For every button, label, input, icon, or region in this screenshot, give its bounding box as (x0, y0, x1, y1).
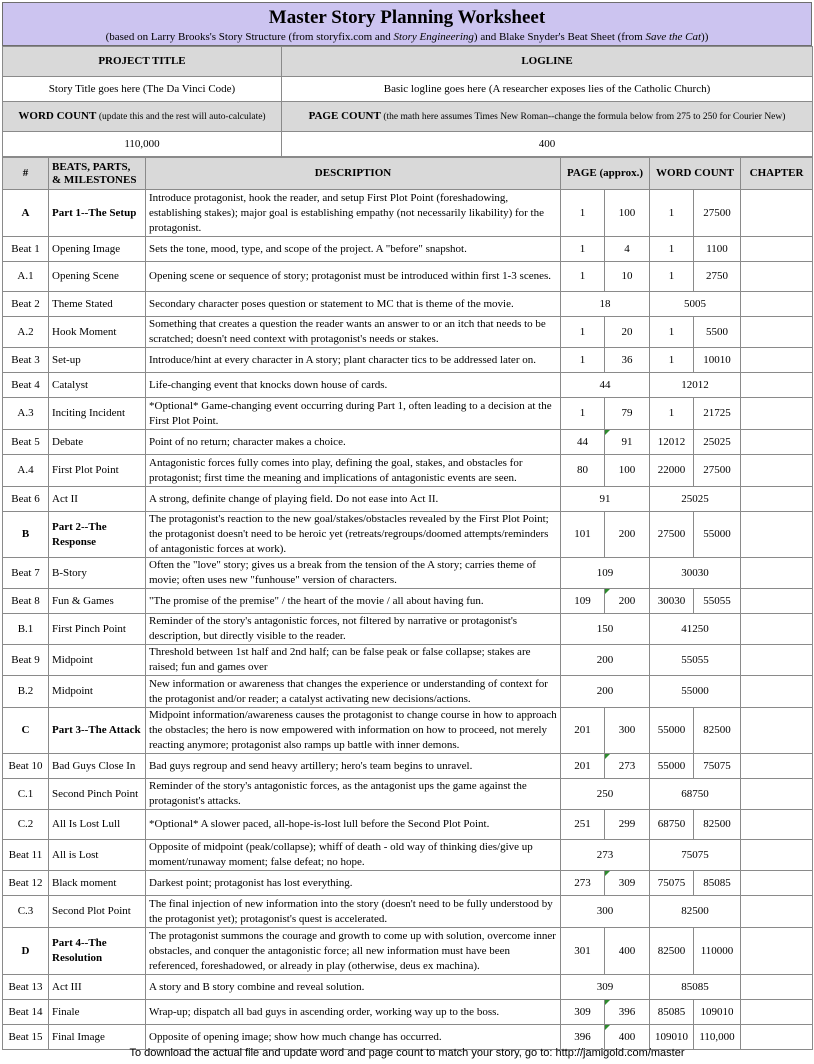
row-chapter[interactable] (741, 317, 813, 348)
page-subtitle (3, 31, 811, 43)
row-page-start[interactable]: 1 (561, 237, 605, 262)
table-row (3, 430, 813, 455)
col-header-beats: BEATS, PARTS, & MILESTONES (49, 158, 146, 190)
row-page[interactable]: 18 (561, 292, 650, 317)
row-description: *Optional* A slower paced, all-hope-is-lost lull before the Second Plot Point. (146, 810, 561, 840)
word-count-note: (update this and the rest will auto-calculate) (98, 111, 266, 122)
row-beat-name: Part 2--The Response (49, 512, 146, 558)
row-word-start[interactable]: 12012 (650, 430, 694, 455)
table-row (3, 237, 813, 262)
row-chapter[interactable] (741, 676, 813, 708)
row-word-start[interactable]: 27500 (650, 512, 694, 558)
word-count-value[interactable]: 110,000 (3, 132, 282, 157)
row-beat-name: Catalyst (49, 373, 146, 398)
row-page[interactable]: 200 (561, 676, 650, 708)
table-row (3, 262, 813, 292)
row-page[interactable]: 44 (561, 373, 650, 398)
row-word-end[interactable]: 27500 (694, 455, 741, 487)
row-page-start[interactable]: 109 (561, 589, 605, 614)
row-page[interactable]: 109 (561, 558, 650, 589)
row-id: A (3, 190, 49, 237)
row-page-start[interactable]: 201 (561, 754, 605, 779)
row-chapter[interactable] (741, 754, 813, 779)
project-title-value[interactable]: Story Title goes here (The Da Vinci Code) (3, 77, 282, 102)
row-word-count[interactable]: 82500 (650, 896, 741, 928)
table-row (3, 840, 813, 871)
col-header-num: # (3, 158, 49, 190)
row-page[interactable]: 273 (561, 840, 650, 871)
subtitle-mid: ) and Blake Snyder's Beat Sheet (from (473, 31, 646, 43)
row-word-end[interactable]: 25025 (694, 430, 741, 455)
project-title-header: PROJECT TITLE (3, 47, 282, 77)
row-beat-name: Midpoint (49, 676, 146, 708)
row-word-count[interactable]: 41250 (650, 614, 741, 645)
row-chapter[interactable] (741, 840, 813, 871)
table-row (3, 928, 813, 975)
row-id: Beat 10 (3, 754, 49, 779)
row-page-end[interactable]: 91 (605, 430, 650, 455)
row-chapter[interactable] (741, 645, 813, 676)
row-word-end[interactable]: 109010 (694, 1000, 741, 1025)
row-beat-name: All is Lost (49, 840, 146, 871)
row-chapter[interactable] (741, 455, 813, 487)
row-word-start[interactable]: 55000 (650, 708, 694, 754)
subtitle-post: )) (701, 31, 709, 43)
row-beat-name: Bad Guys Close In (49, 754, 146, 779)
subtitle-book-1: Story Engineering (393, 31, 474, 43)
row-word-end[interactable]: 82500 (694, 810, 741, 840)
row-chapter[interactable] (741, 292, 813, 317)
page-count-header (282, 102, 813, 132)
row-word-end[interactable]: 10010 (694, 348, 741, 373)
row-description: Threshold between 1st half and 2nd half; can be false peak or false collapse; stakes are raised; fun and games over (146, 645, 561, 676)
row-id: C.1 (3, 779, 49, 810)
row-id: Beat 5 (3, 430, 49, 455)
row-beat-name: Act III (49, 975, 146, 1000)
row-beat-name: Black moment (49, 871, 146, 896)
row-page-end[interactable]: 100 (605, 190, 650, 237)
row-id: B (3, 512, 49, 558)
row-id: Beat 14 (3, 1000, 49, 1025)
row-chapter[interactable] (741, 430, 813, 455)
row-description: Reminder of the story's antagonistic forces, not filtered by narrative or protagonist's description, but directly visible to the reader. (146, 614, 561, 645)
row-description: Something that creates a question the reader wants an answer to or an itch that needs to be scratched; doesn't need context with protagonist's needs or stakes. (146, 317, 561, 348)
row-page-end[interactable]: 400 (605, 1025, 650, 1050)
row-id: Beat 9 (3, 645, 49, 676)
row-page-end[interactable]: 273 (605, 754, 650, 779)
table-row (3, 810, 813, 840)
row-page-start[interactable]: 1 (561, 348, 605, 373)
table-row (3, 317, 813, 348)
row-description: New information or awareness that changes the experience or understanding of context for the protagonist and/or reader; a catalyst activating new decisions/actions. (146, 676, 561, 708)
row-word-start[interactable]: 1 (650, 262, 694, 292)
row-word-count[interactable]: 25025 (650, 487, 741, 512)
row-page-end[interactable]: 20 (605, 317, 650, 348)
row-page-end[interactable]: 36 (605, 348, 650, 373)
row-beat-name: Final Image (49, 1025, 146, 1050)
word-count-label: WORD COUNT (18, 109, 97, 122)
row-word-start[interactable]: 75075 (650, 871, 694, 896)
row-description: The final injection of new information into the story (doesn't need to be fully understood by the protagonist yet); protagonist's quest is accelerated. (146, 896, 561, 928)
row-description: Reminder of the story's antagonistic forces, as the antagonist ups the game against the protagonist's attacks. (146, 779, 561, 810)
row-id: Beat 4 (3, 373, 49, 398)
row-beat-name: Part 1--The Setup (49, 190, 146, 237)
word-count-header (3, 102, 282, 132)
table-row (3, 975, 813, 1000)
worksheet (2, 2, 812, 1050)
row-chapter[interactable] (741, 1025, 813, 1050)
row-word-end[interactable]: 110000 (694, 928, 741, 975)
table-row (3, 676, 813, 708)
table-row (3, 348, 813, 373)
table-row (3, 645, 813, 676)
row-chapter[interactable] (741, 190, 813, 237)
row-word-end[interactable]: 75075 (694, 754, 741, 779)
row-beat-name: Set-up (49, 348, 146, 373)
row-id: A.1 (3, 262, 49, 292)
col-header-chapter: CHAPTER (741, 158, 813, 190)
table-row (3, 871, 813, 896)
row-chapter[interactable] (741, 262, 813, 292)
row-page-start[interactable]: 1 (561, 190, 605, 237)
row-beat-name: Finale (49, 1000, 146, 1025)
row-id: A.2 (3, 317, 49, 348)
row-page-start[interactable]: 251 (561, 810, 605, 840)
row-page-end[interactable]: 100 (605, 455, 650, 487)
project-info-table (2, 46, 813, 157)
row-description: Introduce/hint at every character in A story; plant character tics to be addressed later on. (146, 348, 561, 373)
row-chapter[interactable] (741, 871, 813, 896)
row-word-start[interactable]: 1 (650, 317, 694, 348)
row-description: Wrap-up; dispatch all bad guys in ascending order, working way up to the boss. (146, 1000, 561, 1025)
table-row (3, 1000, 813, 1025)
row-beat-name: Act II (49, 487, 146, 512)
table-row (3, 487, 813, 512)
header-banner (2, 2, 812, 46)
row-page-end[interactable]: 400 (605, 928, 650, 975)
table-row (3, 512, 813, 558)
row-chapter[interactable] (741, 1000, 813, 1025)
row-word-start[interactable]: 22000 (650, 455, 694, 487)
row-page-end[interactable]: 4 (605, 237, 650, 262)
row-chapter[interactable] (741, 558, 813, 589)
row-description: Antagonistic forces fully comes into play, defining the goal, stakes, and obstacles for protagonist; first time the meaning and implications of antagonistic events are seen. (146, 455, 561, 487)
row-description: *Optional* Game-changing event occurring during Part 1, often leading to a decision at the First Plot Point. (146, 398, 561, 430)
row-page-start[interactable]: 1 (561, 398, 605, 430)
page-count-note: (the math here assumes Times New Roman--change the formula below from 275 to 250 for Courier New) (383, 111, 786, 122)
row-page-start[interactable]: 1 (561, 317, 605, 348)
subtitle-book-2: Save the Cat (645, 31, 702, 43)
row-page-start[interactable]: 309 (561, 1000, 605, 1025)
row-id: C.2 (3, 810, 49, 840)
row-chapter[interactable] (741, 512, 813, 558)
row-word-end[interactable]: 55000 (694, 512, 741, 558)
table-row (3, 558, 813, 589)
row-page-start[interactable]: 301 (561, 928, 605, 975)
table-row (3, 190, 813, 237)
col-header-word-count: WORD COUNT (650, 158, 741, 190)
page-count-label: PAGE COUNT (308, 109, 381, 122)
table-row (3, 896, 813, 928)
row-page-start[interactable]: 1 (561, 262, 605, 292)
table-row (3, 589, 813, 614)
row-description: Opposite of midpoint (peak/collapse); whiff of death - old way of thinking dies/give up moment/runaway moment; false defeat; no hope. (146, 840, 561, 871)
row-chapter[interactable] (741, 975, 813, 1000)
row-page[interactable]: 309 (561, 975, 650, 1000)
row-page[interactable]: 200 (561, 645, 650, 676)
row-word-start[interactable]: 82500 (650, 928, 694, 975)
row-word-end[interactable]: 21725 (694, 398, 741, 430)
row-word-count[interactable]: 55000 (650, 676, 741, 708)
row-beat-name: Opening Image (49, 237, 146, 262)
row-description: Opposite of opening image; show how much change has occurred. (146, 1025, 561, 1050)
row-page-end[interactable]: 300 (605, 708, 650, 754)
row-id: Beat 8 (3, 589, 49, 614)
table-row (3, 754, 813, 779)
row-description: "The promise of the premise" / the heart of the movie / all about having fun. (146, 589, 561, 614)
row-beat-name: First Plot Point (49, 455, 146, 487)
row-word-end[interactable]: 27500 (694, 190, 741, 237)
row-chapter[interactable] (741, 487, 813, 512)
row-chapter[interactable] (741, 928, 813, 975)
row-chapter[interactable] (741, 614, 813, 645)
row-word-count[interactable]: 55055 (650, 645, 741, 676)
row-word-start[interactable]: 109010 (650, 1025, 694, 1050)
row-page-end[interactable]: 79 (605, 398, 650, 430)
row-description: Opening scene or sequence of story; protagonist must be introduced within first 1-3 scenes. (146, 262, 561, 292)
row-word-end[interactable]: 5500 (694, 317, 741, 348)
row-page-start[interactable]: 396 (561, 1025, 605, 1050)
row-id: Beat 6 (3, 487, 49, 512)
row-beat-name: First Pinch Point (49, 614, 146, 645)
row-chapter[interactable] (741, 896, 813, 928)
row-word-count[interactable]: 75075 (650, 840, 741, 871)
row-word-start[interactable]: 1 (650, 237, 694, 262)
col-header-description: DESCRIPTION (146, 158, 561, 190)
row-id: D (3, 928, 49, 975)
row-page-start[interactable]: 44 (561, 430, 605, 455)
row-word-end[interactable]: 82500 (694, 708, 741, 754)
row-chapter[interactable] (741, 708, 813, 754)
row-word-count[interactable]: 5005 (650, 292, 741, 317)
row-page[interactable]: 150 (561, 614, 650, 645)
row-description: Darkest point; protagonist has lost everything. (146, 871, 561, 896)
row-beat-name: All Is Lost Lull (49, 810, 146, 840)
row-description: Midpoint information/awareness causes the protagonist to change course in how to approach the obstacles; the hero is now empowered with information on how to proceed, not merely reacting anymore; protagonist also ramps up battle with inner demons. (146, 708, 561, 754)
logline-value[interactable]: Basic logline goes here (A researcher exposes lies of the Catholic Church) (282, 77, 813, 102)
table-row (3, 398, 813, 430)
row-beat-name: Fun & Games (49, 589, 146, 614)
row-id: B.2 (3, 676, 49, 708)
row-beat-name: Second Pinch Point (49, 779, 146, 810)
row-beat-name: Part 4--The Resolution (49, 928, 146, 975)
row-description: A strong, definite change of playing field. Do not ease into Act II. (146, 487, 561, 512)
row-word-start[interactable]: 30030 (650, 589, 694, 614)
row-word-end[interactable]: 1100 (694, 237, 741, 262)
row-chapter[interactable] (741, 589, 813, 614)
row-id: Beat 15 (3, 1025, 49, 1050)
table-row (3, 373, 813, 398)
row-word-end[interactable]: 2750 (694, 262, 741, 292)
row-beat-name: Inciting Incident (49, 398, 146, 430)
row-chapter[interactable] (741, 398, 813, 430)
row-page-end[interactable]: 299 (605, 810, 650, 840)
row-page[interactable]: 300 (561, 896, 650, 928)
row-chapter[interactable] (741, 237, 813, 262)
row-page-start[interactable]: 101 (561, 512, 605, 558)
row-beat-name: Part 3--The Attack (49, 708, 146, 754)
row-description: Bad guys regroup and send heavy artillery; hero's team begins to unravel. (146, 754, 561, 779)
row-id: Beat 2 (3, 292, 49, 317)
row-description: Often the "love" story; gives us a break from the tension of the A story; carries theme of movie; often uses new "funhouse" version of characters. (146, 558, 561, 589)
row-word-end[interactable]: 85085 (694, 871, 741, 896)
row-id: C.3 (3, 896, 49, 928)
table-row (3, 779, 813, 810)
row-chapter[interactable] (741, 373, 813, 398)
col-header-page: PAGE (approx.) (561, 158, 650, 190)
row-word-count[interactable]: 12012 (650, 373, 741, 398)
row-word-start[interactable]: 1 (650, 348, 694, 373)
row-page-start[interactable]: 80 (561, 455, 605, 487)
row-id: Beat 12 (3, 871, 49, 896)
row-page-start[interactable]: 201 (561, 708, 605, 754)
row-page-start[interactable]: 273 (561, 871, 605, 896)
beats-table (2, 157, 813, 1050)
row-word-end[interactable]: 55055 (694, 589, 741, 614)
row-word-start[interactable]: 68750 (650, 810, 694, 840)
table-row (3, 455, 813, 487)
row-word-count[interactable]: 85085 (650, 975, 741, 1000)
row-id: B.1 (3, 614, 49, 645)
table-row (3, 292, 813, 317)
row-word-start[interactable]: 1 (650, 190, 694, 237)
row-description: Introduce protagonist, hook the reader, and setup First Plot Point (foreshadowing, establishing stakes); major goal is establishing empathy (not necessarily likability) for the protagonist. (146, 190, 561, 237)
row-page-end[interactable]: 309 (605, 871, 650, 896)
row-id: Beat 7 (3, 558, 49, 589)
table-row (3, 1025, 813, 1050)
row-description: Secondary character poses question or statement to MC that is theme of the movie. (146, 292, 561, 317)
row-word-count[interactable]: 30030 (650, 558, 741, 589)
row-description: The protagonist's reaction to the new goal/stakes/obstacles revealed by the First Plot Point; the protagonist doesn't need to be heroic yet (retreats/regroups/doomed attempts/reminders of antagonistic forces at work). (146, 512, 561, 558)
table-row (3, 614, 813, 645)
row-id: A.4 (3, 455, 49, 487)
table-row (3, 708, 813, 754)
logline-header: LOGLINE (282, 47, 813, 77)
row-description: A story and B story combine and reveal solution. (146, 975, 561, 1000)
row-beat-name: B-Story (49, 558, 146, 589)
row-chapter[interactable] (741, 810, 813, 840)
row-id: Beat 13 (3, 975, 49, 1000)
beats-table-body (3, 190, 813, 1050)
page-count-value[interactable]: 400 (282, 132, 813, 157)
row-id: Beat 11 (3, 840, 49, 871)
row-id: A.3 (3, 398, 49, 430)
row-description: Point of no return; character makes a choice. (146, 430, 561, 455)
row-beat-name: Hook Moment (49, 317, 146, 348)
row-description: The protagonist summons the courage and growth to come up with solution, overcome inner obstacles, and conquer the antagonistic force; all new information must have been referenced, foreshadowed, or already in play (otherwise, deus ex machina). (146, 928, 561, 975)
row-page[interactable]: 91 (561, 487, 650, 512)
row-description: Sets the tone, mood, type, and scope of the project. A "before" snapshot. (146, 237, 561, 262)
row-beat-name: Midpoint (49, 645, 146, 676)
row-beat-name: Debate (49, 430, 146, 455)
row-page-end[interactable]: 200 (605, 589, 650, 614)
row-word-start[interactable]: 1 (650, 398, 694, 430)
row-id: C (3, 708, 49, 754)
row-page-end[interactable]: 10 (605, 262, 650, 292)
row-beat-name: Theme Stated (49, 292, 146, 317)
row-page-end[interactable]: 200 (605, 512, 650, 558)
row-id: Beat 3 (3, 348, 49, 373)
row-word-end[interactable]: 110,000 (694, 1025, 741, 1050)
row-chapter[interactable] (741, 779, 813, 810)
row-page-end[interactable]: 396 (605, 1000, 650, 1025)
row-word-start[interactable]: 55000 (650, 754, 694, 779)
download-footer: To download the actual file and update word and page count to match your story, go to: http://jamigold.com/master (129, 1047, 685, 1059)
row-word-count[interactable]: 68750 (650, 779, 741, 810)
row-word-start[interactable]: 85085 (650, 1000, 694, 1025)
row-beat-name: Opening Scene (49, 262, 146, 292)
page-title: Master Story Planning Worksheet (268, 7, 546, 28)
row-beat-name: Second Plot Point (49, 896, 146, 928)
row-page[interactable]: 250 (561, 779, 650, 810)
subtitle-pre: (based on Larry Brooks's Story Structure (from storyfix.com and (105, 31, 394, 43)
row-description: Life-changing event that knocks down house of cards. (146, 373, 561, 398)
row-id: Beat 1 (3, 237, 49, 262)
row-chapter[interactable] (741, 348, 813, 373)
